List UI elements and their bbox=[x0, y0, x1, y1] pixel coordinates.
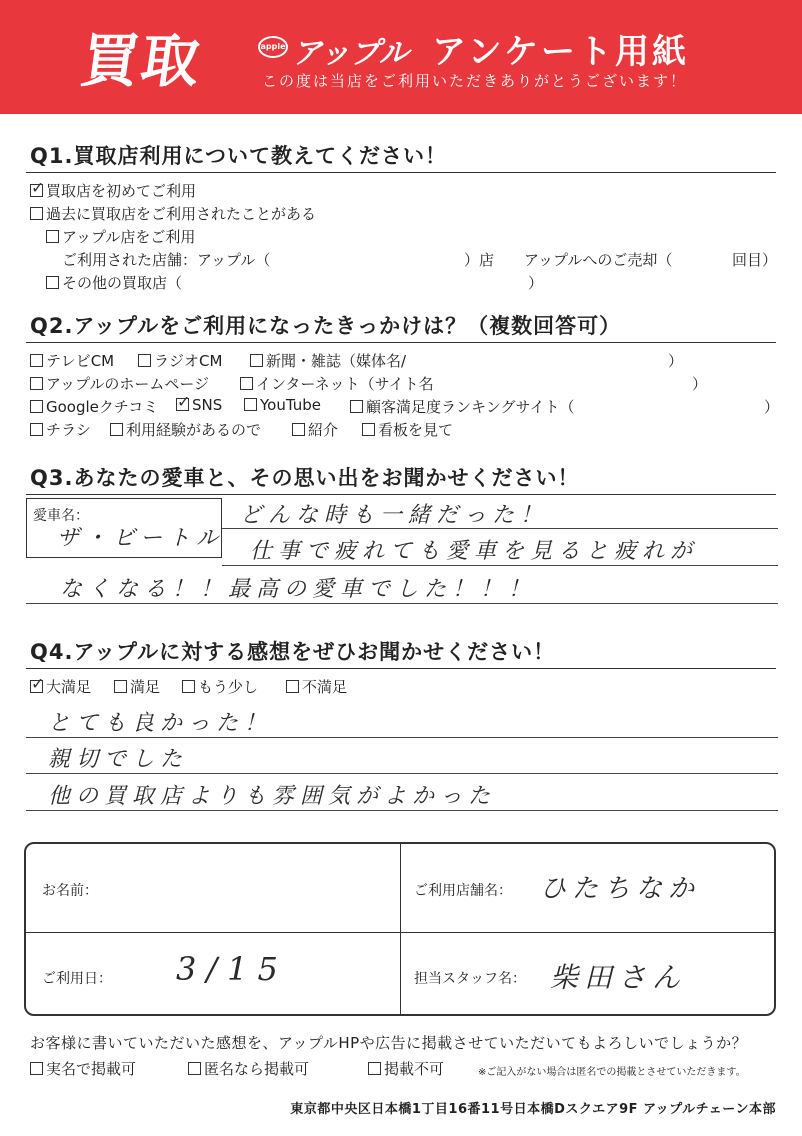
q4-answer-line-1: とても良かった！ bbox=[48, 711, 273, 736]
q4-title: Q4.アップルに対する感想をぜひお聞かせください！ bbox=[30, 640, 556, 664]
q1-option-first-time[interactable]: ✓買取店を初めてご利用 bbox=[30, 180, 196, 201]
form-title: アンケート用紙 bbox=[432, 32, 689, 72]
q2-option-sns[interactable]: ✓ SNS bbox=[176, 396, 222, 414]
checkbox-icon[interactable] bbox=[46, 230, 59, 243]
q2-option-newspaper[interactable]: 新聞・雑誌（媒体名/ bbox=[250, 350, 406, 371]
checkbox-icon[interactable] bbox=[350, 400, 363, 413]
q3-title: Q3.あなたの愛車と、その思い出をお聞かせください！ bbox=[30, 466, 580, 490]
q4-option-satisfied[interactable]: 満足 bbox=[114, 676, 160, 697]
staff-label: 担当スタッフ名： bbox=[414, 971, 526, 987]
name-label: お名前： bbox=[42, 883, 98, 899]
publish-option-anonymous[interactable]: 匿名なら掲載可 bbox=[188, 1058, 309, 1079]
q2-option-youtube[interactable]: YouTube bbox=[244, 396, 321, 414]
date-label: ご利用日： bbox=[42, 971, 112, 987]
write-line bbox=[222, 565, 778, 566]
write-line bbox=[26, 737, 778, 738]
checkbox-icon[interactable] bbox=[368, 1062, 381, 1075]
publish-option-no[interactable]: 掲載不可 bbox=[368, 1058, 444, 1079]
q2-option-experience[interactable]: 利用経験があるので bbox=[110, 419, 261, 440]
checkbox-icon[interactable] bbox=[30, 207, 43, 220]
checkbox-icon[interactable] bbox=[138, 354, 151, 367]
date-value: 3/15 bbox=[176, 950, 288, 988]
q2-option-referral[interactable]: 紹介 bbox=[292, 419, 338, 440]
q1-store-suffix: ）店 bbox=[464, 251, 495, 269]
checkbox-icon[interactable] bbox=[30, 1062, 43, 1075]
write-line bbox=[26, 603, 778, 604]
q4-divider bbox=[26, 668, 776, 669]
checkbox-icon[interactable] bbox=[250, 354, 263, 367]
q4-answer-line-2: 親切でした bbox=[48, 747, 189, 772]
q4-option-unsatisfied[interactable]: 不満足 bbox=[286, 676, 347, 697]
store-name-label: ご利用店舗名： bbox=[414, 883, 512, 899]
store-name-value: ひたちなか bbox=[540, 874, 701, 904]
checkbox-icon[interactable] bbox=[292, 423, 305, 436]
apple-brand-logo: アップル bbox=[292, 36, 409, 71]
q1-divider bbox=[26, 172, 776, 173]
checkbox-icon[interactable] bbox=[30, 354, 43, 367]
checkbox-icon[interactable] bbox=[188, 1062, 201, 1075]
q1-option-other-store[interactable]: その他の買取店（ bbox=[46, 272, 182, 293]
q2-close-paren: ） bbox=[668, 352, 684, 370]
company-address: 東京都中央区日本橋1丁目16番11号日本橋Dスクエア9F アップルチェーン本部 bbox=[290, 1102, 776, 1117]
checkbox-icon[interactable] bbox=[30, 377, 43, 390]
car-name-value: ザ・ビートル bbox=[57, 526, 225, 551]
checkbox-icon[interactable] bbox=[46, 276, 59, 289]
write-line bbox=[26, 810, 778, 811]
q1-option-used-before[interactable]: 過去に買取店をご利用されたことがある bbox=[30, 203, 316, 224]
q1-other-close: ） bbox=[528, 274, 544, 292]
kaitori-logo: 買取 bbox=[76, 27, 207, 95]
q2-option-signboard[interactable]: 看板を見て bbox=[362, 419, 453, 440]
q2-option-tv[interactable]: テレビCM bbox=[30, 350, 114, 371]
checkbox-icon[interactable] bbox=[286, 680, 299, 693]
q1-store-line: ご利用された店舗：アップル（ bbox=[62, 251, 271, 269]
checkbox-icon[interactable] bbox=[110, 423, 123, 436]
customer-info-table bbox=[24, 842, 776, 1016]
q1-sell-suffix: 回目） bbox=[732, 251, 778, 269]
checkbox-checked-icon[interactable] bbox=[176, 398, 189, 411]
q2-title: Q2.アップルをご利用になったきっかけは？（複数回答可） bbox=[30, 314, 622, 338]
q2-option-flyer[interactable]: チラシ bbox=[30, 419, 91, 440]
q3-divider bbox=[26, 494, 776, 495]
q2-option-internet[interactable]: インターネット（サイト名 bbox=[240, 373, 434, 394]
table-divider bbox=[26, 932, 774, 933]
q1-sell-label: アップルへのご売却（ bbox=[524, 251, 673, 269]
q1-title: Q1.買取店利用について教えてください！ bbox=[30, 144, 448, 168]
staff-value: 柴田さん bbox=[550, 961, 687, 994]
q2-option-radio[interactable]: ラジオCM bbox=[138, 350, 222, 371]
publish-option-real-name[interactable]: 実名で掲載可 bbox=[30, 1058, 136, 1079]
checkbox-icon[interactable] bbox=[30, 400, 43, 413]
q2-option-homepage[interactable]: アップルのホームページ bbox=[30, 373, 209, 394]
table-divider bbox=[400, 844, 401, 1014]
publish-question: お客様に書いていただいた感想を、アップルHPや広告に掲載させていただいてもよろしいでしょうか？ bbox=[30, 1034, 748, 1052]
q4-answer-line-3: 他の買取店よりも雰囲気がよかった bbox=[48, 784, 497, 809]
checkbox-checked-icon[interactable] bbox=[30, 680, 43, 693]
car-name-label: 愛車名： bbox=[33, 508, 89, 524]
checkbox-icon[interactable] bbox=[362, 423, 375, 436]
checkbox-icon[interactable] bbox=[240, 377, 253, 390]
checkbox-icon[interactable] bbox=[182, 680, 195, 693]
q1-option-apple-store[interactable]: アップル店をご利用 bbox=[46, 226, 195, 247]
publish-note: ※ご記入がない場合は匿名での掲載とさせていただきます。 bbox=[478, 1067, 746, 1078]
q4-option-somewhat[interactable]: もう少し bbox=[182, 676, 258, 697]
header-banner bbox=[0, 0, 802, 114]
checkbox-icon[interactable] bbox=[244, 398, 257, 411]
q3-answer-line-1: どんな時も一緒だった！ bbox=[240, 503, 549, 528]
q3-answer-line-2: 仕事で疲れても愛車を見ると疲れが bbox=[250, 539, 699, 564]
car-name-box[interactable] bbox=[26, 498, 225, 558]
write-line bbox=[26, 773, 778, 774]
q4-option-very-satisfied[interactable]: ✓大満足 bbox=[30, 676, 91, 697]
checkbox-icon[interactable] bbox=[30, 423, 43, 436]
form-subtitle: この度は当店をご利用いただきありがとうございます！ bbox=[262, 72, 688, 90]
q2-option-ranking[interactable]: 顧客満足度ランキングサイト（ bbox=[350, 396, 575, 417]
q2-close-paren: ） bbox=[692, 375, 708, 393]
apple-badge-icon: apple bbox=[258, 36, 288, 58]
q3-answer-line-3: なくなる！！最高の愛車でした！！！ bbox=[60, 577, 537, 602]
checkbox-icon[interactable] bbox=[114, 680, 127, 693]
q2-option-google[interactable]: Googleクチコミ bbox=[30, 396, 158, 417]
q2-close-paren: ） bbox=[764, 398, 780, 416]
q2-divider bbox=[26, 342, 776, 343]
checkbox-checked-icon[interactable] bbox=[30, 184, 43, 197]
